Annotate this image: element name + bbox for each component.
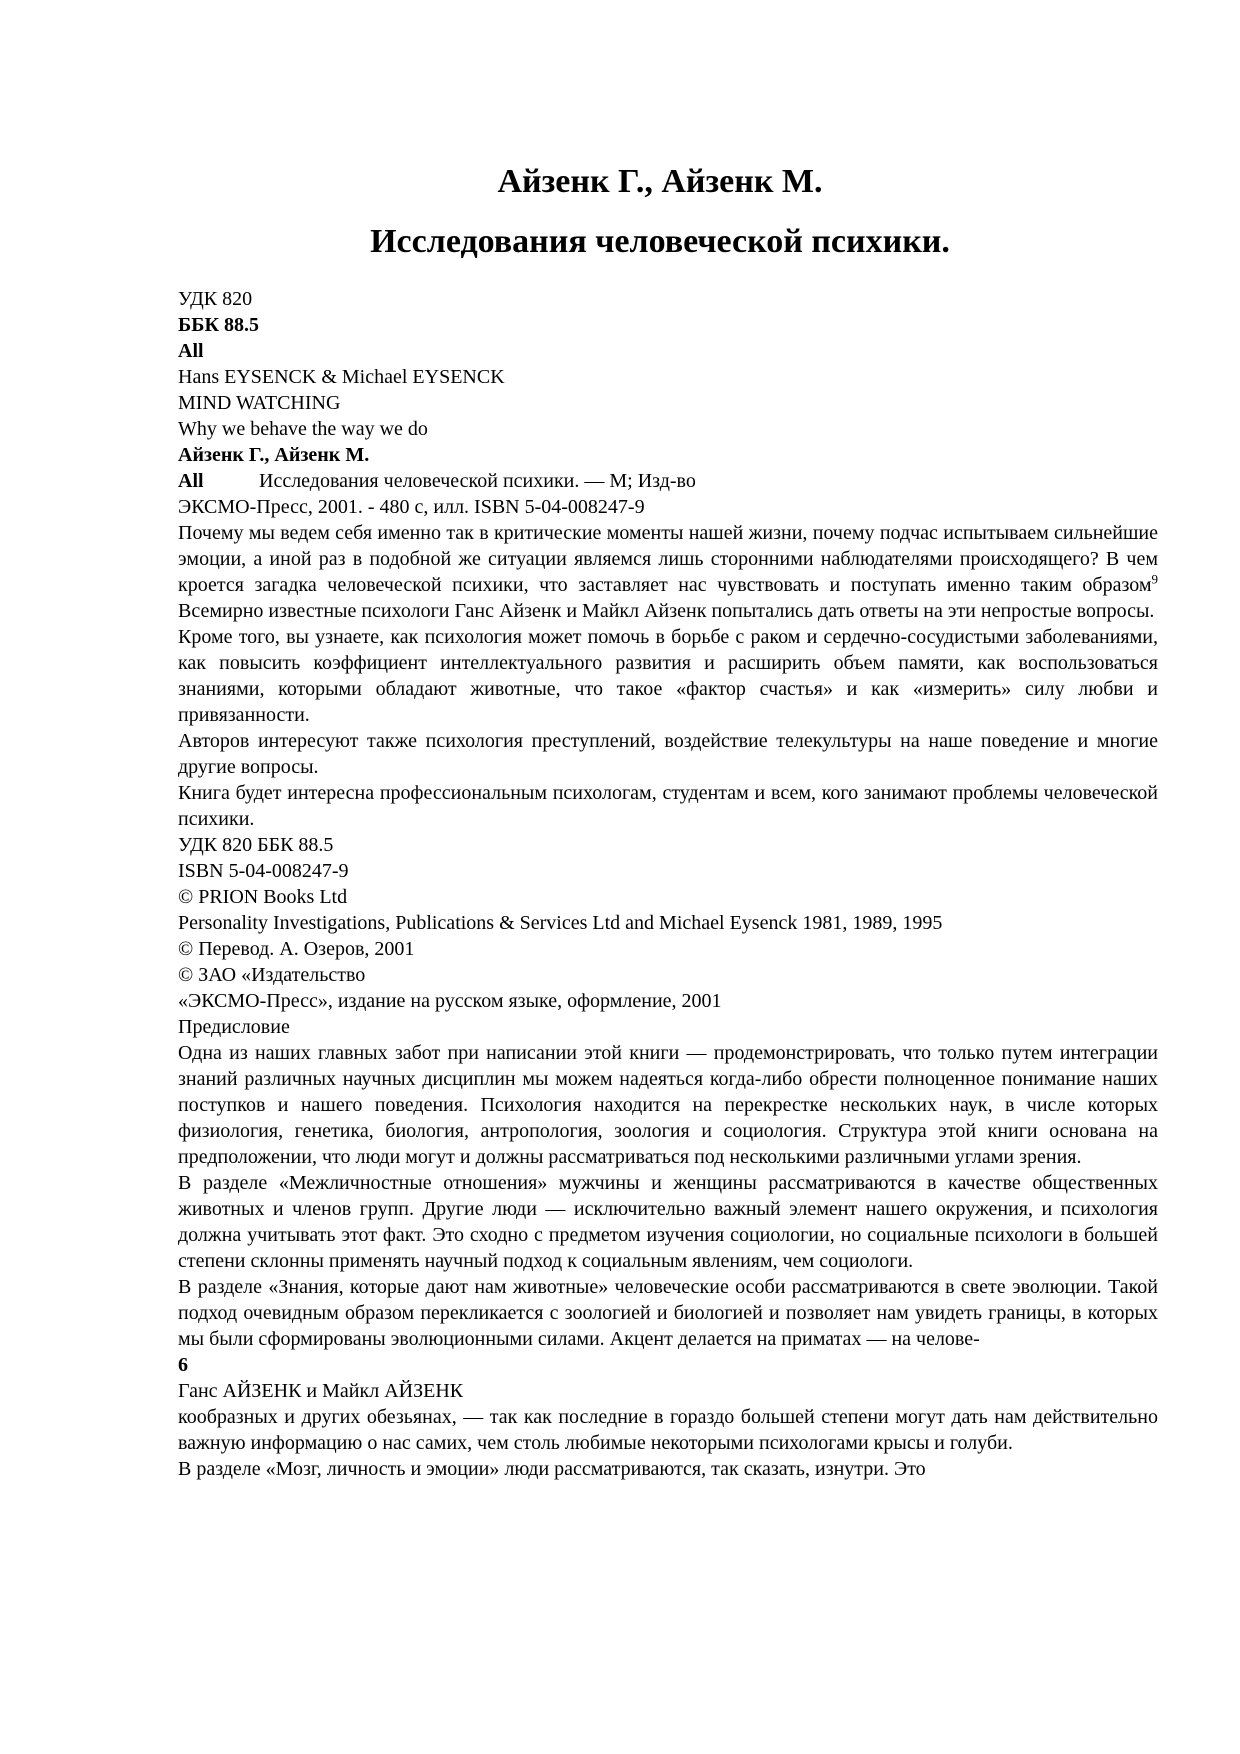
copyright-line: Personality Investigations, Publications & Services Ltd and Michael Eysenck 1981, 1989, 1995	[178, 912, 943, 934]
copyright-line: © PRION Books Ltd	[178, 886, 348, 908]
copyright-line: © Перевод. А. Озеров, 2001	[178, 938, 415, 960]
page-number: 6	[178, 1354, 188, 1376]
original-title: MIND WATCHING	[178, 392, 341, 414]
page-body	[178, 286, 1158, 1482]
author-mark: All	[178, 340, 204, 362]
continuation-paragraph-1: кообразных и других обезьянах, — так как последние в гораздо большей степени могут дать нам действительно важную информацию о нас самих, чем столь любимые некоторыми психологами крысы и голуби.	[178, 1406, 1158, 1454]
annotation-paragraph-3: Авторов интересуют также психология преступлений, воздействие телекультуры на наше поведение и многие другие вопросы.	[178, 730, 1158, 778]
preface-paragraph-3: В разделе «Знания, которые дают нам животные» человеческие особи рассматриваются в свете эволюции. Такой подход очевидным образом перекликается с зоологией и биологией и позволяет нам увидеть границы, в которых мы были сформированы эволюционными силами. Акцент делается на приматах — на челове-	[178, 1276, 1158, 1350]
annotation-paragraph-1	[178, 520, 1158, 624]
book-title-heading: Исследования человеческой психики.	[370, 223, 950, 260]
book-authors-heading: Айзенк Г., Айзенк М.	[497, 163, 823, 200]
continuation-paragraph-2: В разделе «Мозг, личность и эмоции» люди рассматриваются, так сказать, изнутри. Это	[178, 1458, 926, 1480]
catalog-entry	[178, 468, 1158, 494]
author-mark-2: All	[178, 470, 204, 492]
entry-publisher: ЭКСМО-Пресс, 2001. - 480 с, илл. ISBN 5-04-008247-9	[178, 496, 645, 518]
udk-line: УДК 820	[178, 288, 253, 310]
authors-ru: Айзенк Г., Айзенк М.	[178, 444, 370, 466]
annotation-text: Почему мы ведем себя именно так в критические моменты нашей жизни, почему подчас испытываем сильнейшие эмоции, а иной раз в подобной же ситуации являемся лишь сторонними наблюдателями происходящего? В чем кроется загадка человеческой психики, что заставляет нас чувствовать и поступать именно таким образом	[178, 522, 1158, 596]
preface-heading: Предисловие	[178, 1016, 290, 1038]
annotation-paragraph-4: Книга будет интересна профессиональным психологам, студентам и всем, кого занимают проблемы человеческой психики.	[178, 782, 1158, 830]
original-authors: Hans EYSENCK & Michael EYSENCK	[178, 366, 505, 388]
copyright-line: «ЭКСМО-Пресс», издание на русском языке, оформление, 2001	[178, 990, 722, 1012]
preface-paragraph-2: В разделе «Межличностные отношения» мужчины и женщины рассматриваются в качестве общественных животных и членов групп. Другие люди — исключительно важный элемент нашего окружения, и психология должна учитывать этот факт. Это сходно с предметом изучения социологии, но социальные психологи в большей степени склонны применять научный подход к социальным явлениям, чем социологи.	[178, 1172, 1158, 1272]
original-subtitle: Why we behave the way we do	[178, 418, 428, 440]
udk-bbk-line: УДК 820 ББК 88.5	[178, 834, 334, 856]
preface-paragraph-1: Одна из наших главных забот при написании этой книги — продемонстрировать, что только путем интеграции знаний различных научных дисциплин мы можем надеяться когда-либо обрести полноценное понимание наших поступков и нашего поведения. Психология находится на перекрестке нескольких наук, в числе которых физиология, генетика, биология, антропология, зоология и социология. Структура этой книги основана на предположении, что люди могут и должны рассматриваться под несколькими различными углами зрения.	[178, 1042, 1158, 1168]
copyright-line: © ЗАО «Издательство	[178, 964, 366, 986]
isbn-line: ISBN 5-04-008247-9	[178, 860, 349, 882]
annotation-text: Всемирно известные психологи Ганс Айзенк и Майкл Айзенк попытались дать ответы на эти непростые вопросы.	[178, 600, 1155, 622]
footnote-mark: 9	[1151, 571, 1158, 587]
running-header: Ганс АЙЗЕНК и Майкл АЙЗЕНК	[178, 1380, 464, 1402]
bbk-line: ББК 88.5	[178, 314, 259, 336]
entry-title: Исследования человеческой психики. — М; Изд-во	[259, 470, 696, 492]
annotation-paragraph-2: Кроме того, вы узнаете, как психология может помочь в борьбе с раком и сердечно-сосудистыми заболеваниями, как повысить коэффициент интеллектуального развития и расширить объем памяти, как воспользоваться знаниями, которыми обладают животные, что такое «фактор счастья» и как «измерить» силу любви и привязанности.	[178, 626, 1158, 726]
